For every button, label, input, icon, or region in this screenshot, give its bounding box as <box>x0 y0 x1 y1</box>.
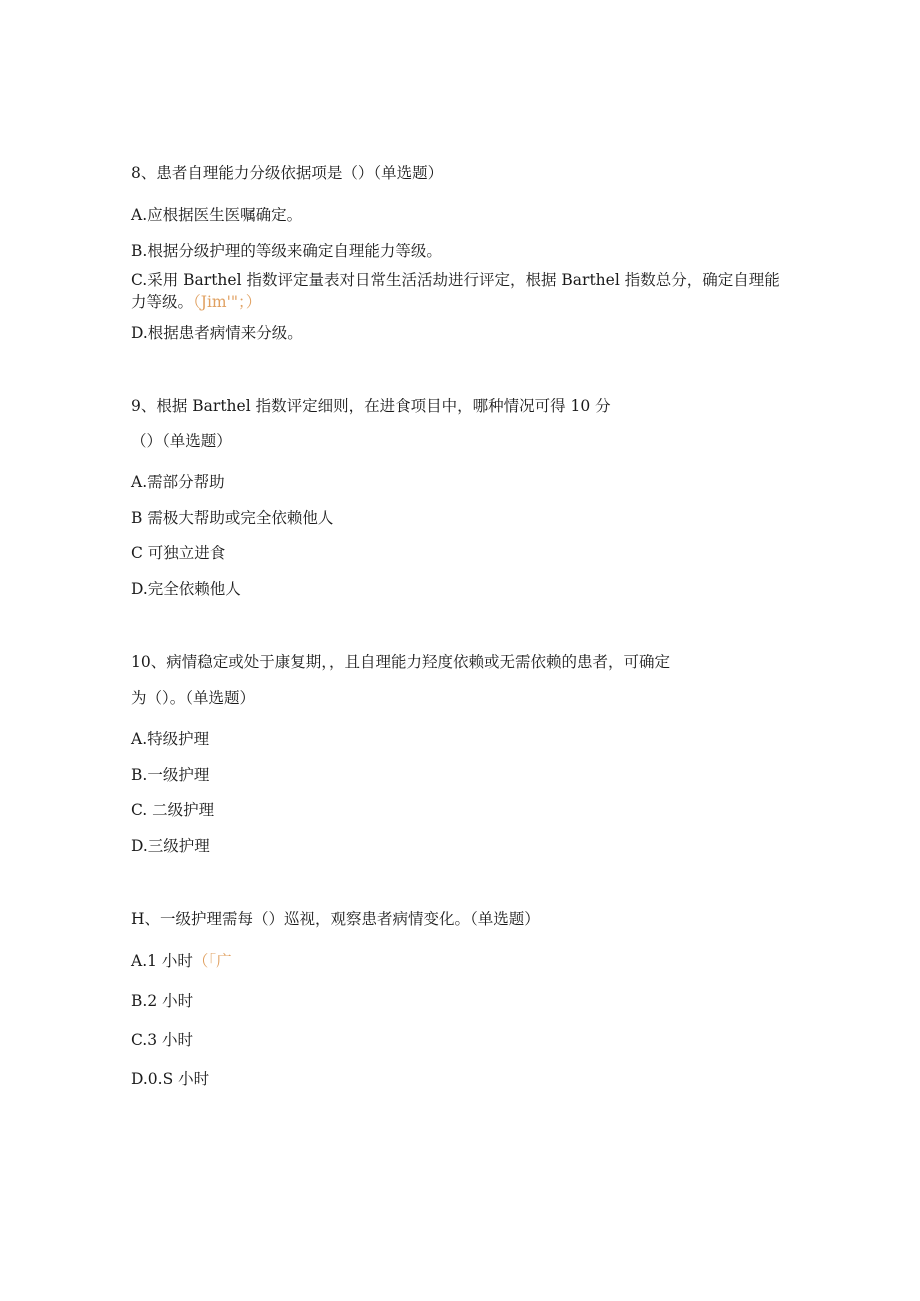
question-10-option-c: C. 二级护理 <box>131 801 215 819</box>
question-8-stem: 8、患者自理能力分级依据项是（）（单选题） <box>131 164 444 182</box>
question-9-option-a: A.需部分帮助 <box>131 473 225 491</box>
question-11-option-b: B.2 小时 <box>131 992 194 1010</box>
question-11-option-a-mark: （「广 <box>192 952 232 970</box>
question-9-stem-line1: 9、根据 Barthel 指数评定细则，在进食项目中，哪种情况可得 10 分 <box>131 397 611 415</box>
question-11-option-d: D.0.S 小时 <box>131 1070 210 1088</box>
question-10-stem-line2: 为（）。（单选题） <box>131 689 256 707</box>
question-9-option-d: D.完全依赖他人 <box>131 580 241 598</box>
question-10-option-d: D.三级护理 <box>131 837 210 855</box>
question-10-option-b: B.一级护理 <box>131 766 210 784</box>
question-11-stem: H、一级护理需每（）巡视，观察患者病情变化。（单选题） <box>131 910 540 928</box>
question-8-option-b: B.根据分级护理的等级来确定自理能力等级。 <box>131 242 442 260</box>
question-8-option-c <box>131 269 781 313</box>
question-9-option-b: B 需极大帮助或完全依赖他人 <box>131 509 334 527</box>
question-11-option-c: C.3 小时 <box>131 1031 194 1049</box>
question-8-option-a: A.应根据医生医嘱确定。 <box>131 206 303 224</box>
question-10-option-a: A.特级护理 <box>131 730 210 748</box>
question-9-option-c: C 可独立进食 <box>131 544 226 562</box>
question-9-stem-line2: （）（单选题） <box>131 432 232 450</box>
question-8-option-c-mark: （Jim'"；） <box>193 293 262 311</box>
question-8-option-c-text: C.采用 Barthel 指数评定量表对日常生活活劫进行评定，根据 Barthel 指数总分，确定自理能力等级。 <box>131 271 780 311</box>
question-8-option-d: D.根据患者病情来分级。 <box>131 324 303 342</box>
question-11-option-a-text: A.1 小时 <box>131 952 193 970</box>
question-11-option-a <box>131 950 232 972</box>
question-10-stem-line1: 10、病情稳定或处于康复期，，且自理能力羟度依赖或无需依赖的患者，可确定 <box>131 653 670 671</box>
